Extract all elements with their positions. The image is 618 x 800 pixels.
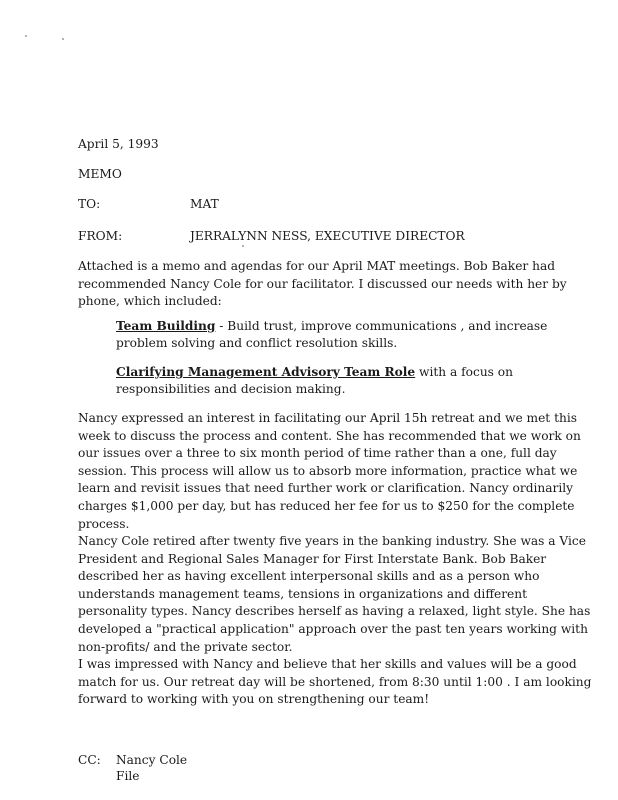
item-text: with a focus on responsibilities and decision making. — [116, 365, 513, 397]
memo-type: MEMO — [78, 167, 122, 181]
cc-name: File — [116, 769, 140, 783]
item-team-building — [116, 318, 596, 352]
to-row — [0, 196, 618, 214]
scan-speck — [62, 38, 64, 40]
paragraph-text: Nancy Cole retired after twenty five years in the banking industry. She was a Vice President and Regional Sales Manager for First Interstate Bank. Bob Baker described her as having excellent interpersonal skills and as a person who understands management teams, tensions in organizations and different personality types. Nancy describes herself as having a relaxed, light style. She has developed a "practical application" approach over the past ten years working with non-profits/ and the private sector. — [78, 534, 591, 654]
body-paragraph-1 — [78, 410, 598, 533]
body-paragraph-2 — [78, 533, 598, 656]
from-row — [0, 228, 618, 246]
body-paragraph-3 — [78, 656, 598, 709]
paragraph-text: Nancy expressed an interest in facilitating our April 15h retreat and we met this week to discuss the process and content. She has recommended that we work on our issues over a three to six month period of time rather than a one, full day session. This process will allow us to absorb more information, practice what we learn and revisit issues that need further work or clarification. Nancy ordinarily charges $1,000 per day, but has reduced her fee for us to $250 for the complete process. — [78, 411, 581, 531]
cc-label: CC: — [78, 753, 101, 767]
from-label: FROM: — [78, 229, 123, 243]
to-value: MAT — [190, 197, 219, 211]
memo-date: April 5, 1993 — [78, 137, 159, 151]
scan-speck — [25, 35, 27, 37]
item-clarifying-role — [116, 364, 596, 398]
to-label: TO: — [78, 197, 101, 211]
intro-paragraph — [78, 258, 598, 311]
item-text: - Build trust, improve communications , and increase problem solving and conflict resolution skills. — [116, 319, 548, 351]
item-heading: Clarifying Management Advisory Team Role — [116, 365, 416, 379]
item-heading: Team Building — [116, 319, 216, 333]
paragraph-text: I was impressed with Nancy and believe that her skills and values will be a good match for us. Our retreat day will be shortened, from 8:30 until 1:00 . I am looking forward to working with you on strengthening our team! — [78, 657, 592, 707]
from-value: JERRALYNN NESS, EXECUTIVE DIRECTOR — [190, 229, 465, 243]
cc-name: Nancy Cole — [116, 753, 188, 767]
intro-text: Attached is a memo and agendas for our April MAT meetings. Bob Baker had recommended Nancy Cole for our facilitator. I discussed our needs with her by phone, which included: — [78, 259, 567, 309]
